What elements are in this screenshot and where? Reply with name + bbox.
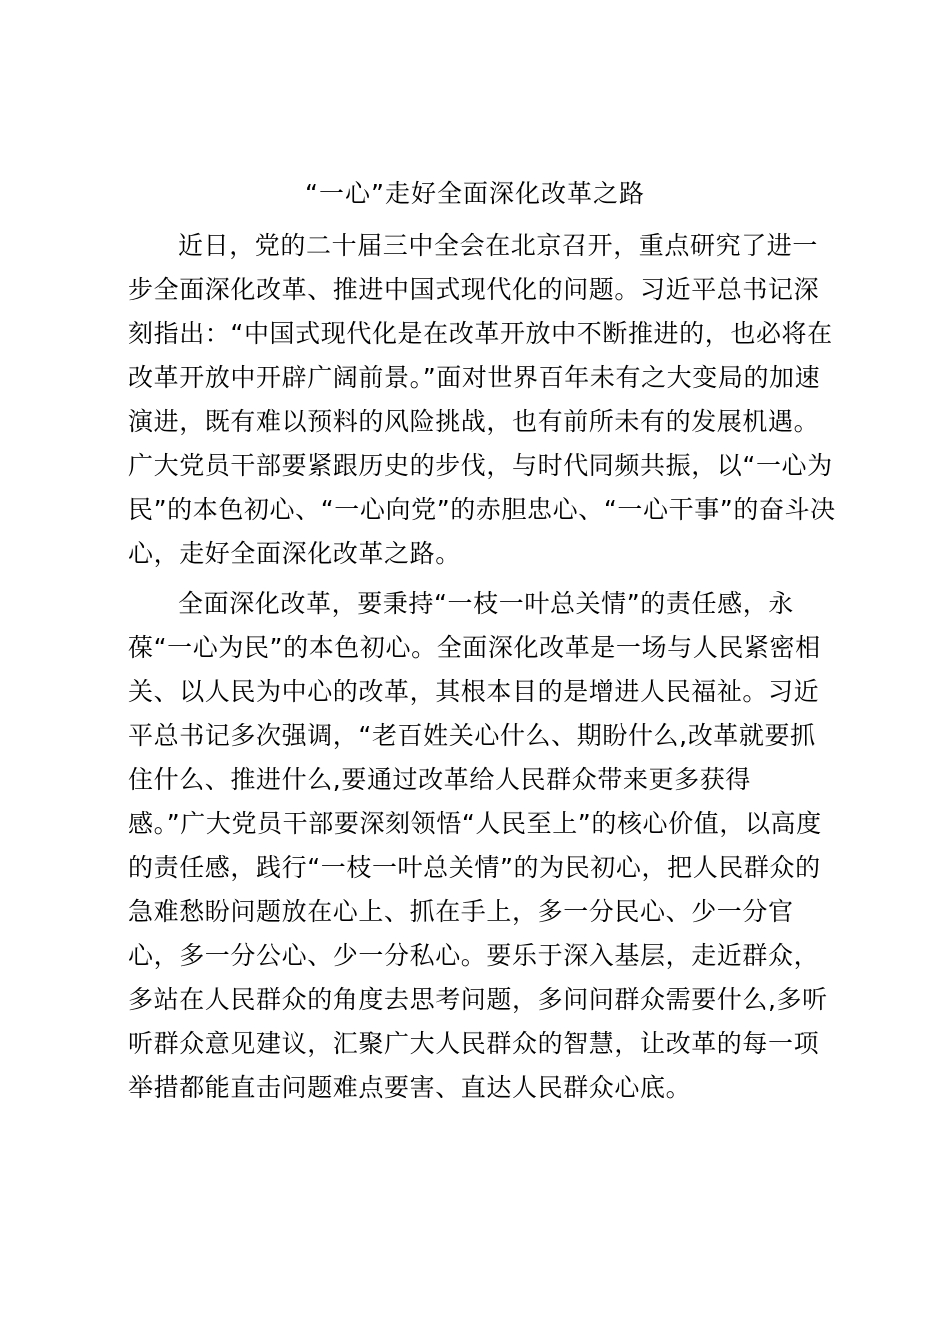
- document-title: “一心”走好全面深化改革之路: [305, 179, 645, 208]
- paragraph-2-line-2: 葆“一心为民”的本色初心。全面深化改革是一场与人民紧密相: [128, 633, 821, 662]
- paragraph-1-line-1: 近日，党的二十届三中全会在北京召开，重点研究了进一: [178, 231, 819, 260]
- paragraph-2-line-10: 多站在人民群众的角度去思考问题，多问问群众需要什么,多听: [128, 985, 828, 1014]
- paragraph-2-line-8: 急难愁盼问题放在心上、抓在手上，多一分民心、少一分官: [128, 897, 794, 926]
- paragraph-1-line-6: 广大党员干部要紧跟历史的步伐，与时代同频共振，以“一心为: [128, 451, 833, 480]
- paragraph-2-line-1: 全面深化改革，要秉持“一枝一叶总关情”的责任感，永: [178, 589, 794, 618]
- paragraph-1-line-5: 演进，既有难以预料的风险挑战，也有前所未有的发展机遇。: [128, 407, 820, 436]
- paragraph-2-line-4: 平总书记多次强调，“老百姓关心什么、期盼什么,改革就要抓: [128, 721, 816, 750]
- paragraph-1-line-7: 民”的本色初心、“一心向党”的赤胆忠心、“一心干事”的奋斗决: [128, 495, 836, 524]
- paragraph-2-line-12: 举措都能直击问题难点要害、直达人民群众心底。: [128, 1073, 692, 1102]
- paragraph-2-line-9: 心，多一分公心、少一分私心。要乐于深入基层，走近群众，: [128, 941, 820, 970]
- paragraph-2-line-6: 感。”广大党员干部要深刻领悟“人民至上”的核心价值，以高度: [128, 809, 822, 838]
- paragraph-1-line-2: 步全面深化改革、推进中国式现代化的问题。习近平总书记深: [128, 275, 820, 304]
- paragraph-2-line-5: 住什么、推进什么,要通过改革给人民群众带来更多获得: [128, 765, 751, 794]
- paragraph-2-line-3: 关、以人民为中心的改革，其根本目的是增进人民福祉。习近: [128, 677, 820, 706]
- paragraph-1-line-8: 心，走好全面深化改革之路。: [128, 539, 461, 568]
- paragraph-1-line-4: 改革开放中开辟广阔前景。”面对世界百年未有之大变局的加速: [128, 363, 821, 392]
- paragraph-1-line-3: 刻指出：“中国式现代化是在改革开放中不断推进的，也必将在: [128, 319, 833, 348]
- paragraph-2-line-7: 的责任感，践行“一枝一叶总关情”的为民初心，把人民群众的: [128, 853, 821, 882]
- paragraph-2-line-11: 听群众意见建议，汇聚广大人民群众的智慧，让改革的每一项: [128, 1029, 820, 1058]
